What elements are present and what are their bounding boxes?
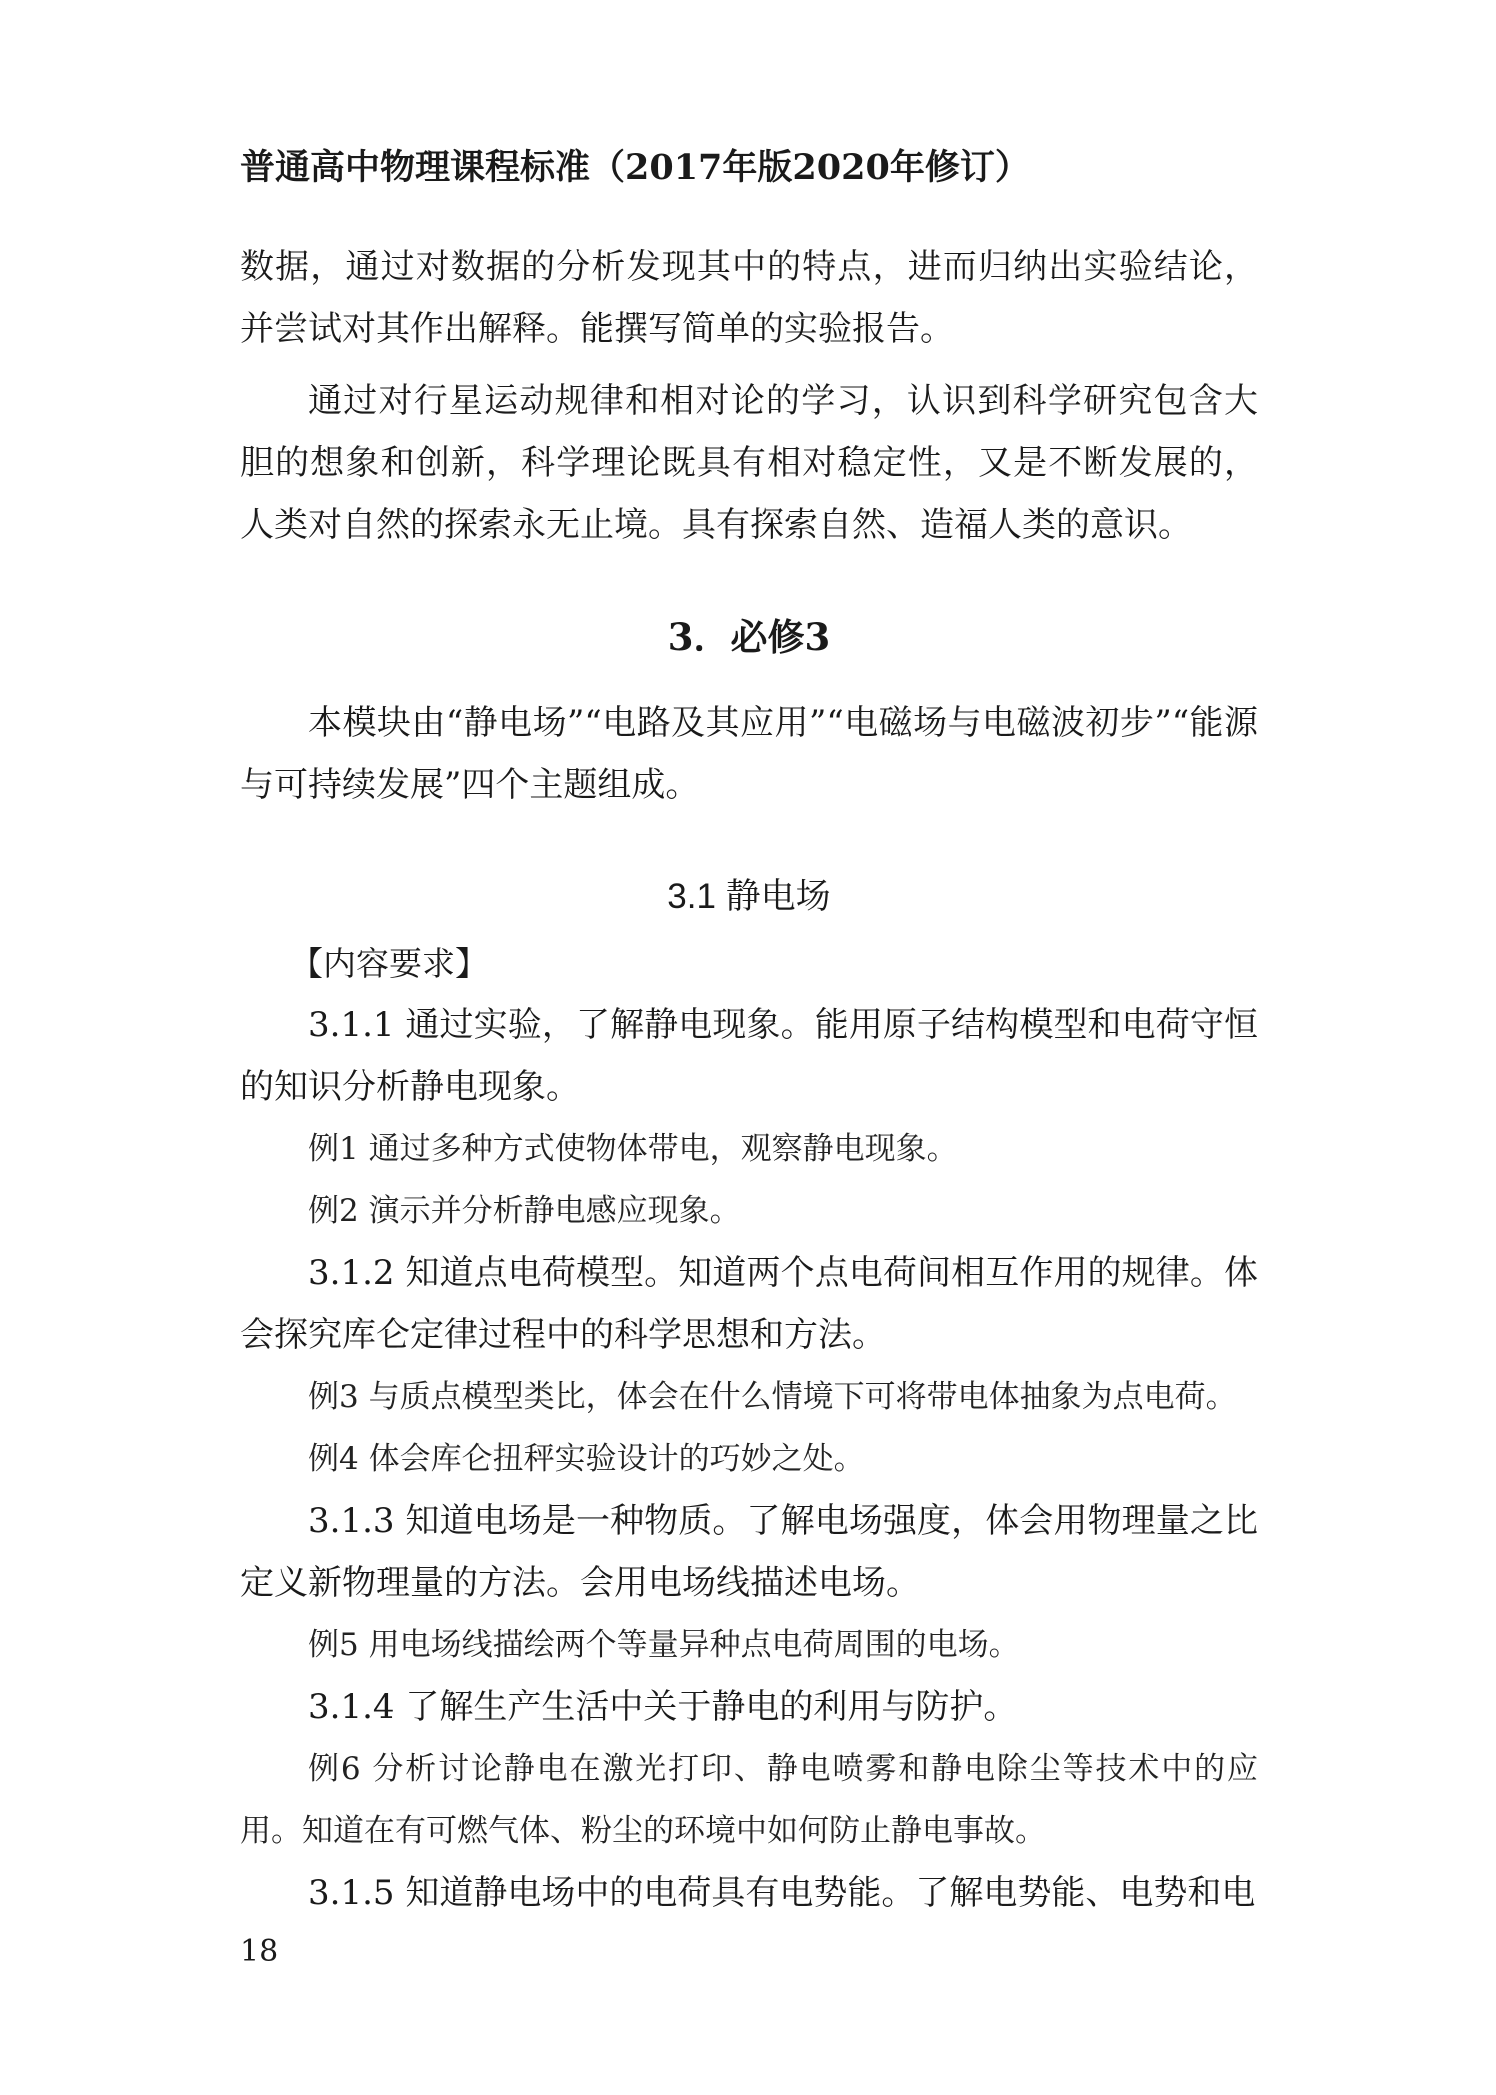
requirement-item: 3.1.2 知道点电荷模型。知道两个点电荷间相互作用的规律。体会探究库仑定律过程中的科学思想和方法。 (240, 1253, 1258, 1355)
example-item: 例6 分析讨论静电在激光打印、静电喷雾和静电除尘等技术中的应用。知道在有可燃气体、粉尘的环境中如何防止静电事故。 (240, 1751, 1258, 1849)
subsection-title: 3.1 静电场 (667, 877, 831, 916)
section-intro: 本模块由“静电场”“电路及其应用”“电磁场与电磁波初步”“能源与可持续发展”四个主题组成。 (240, 703, 1258, 805)
example-item: 例3 与质点模型类比，体会在什么情境下可将带电体抽象为点电荷。 (308, 1379, 1237, 1415)
requirement-item: 3.1.1 通过实验，了解静电现象。能用原子结构模型和电荷守恒的知识分析静电现象。 (240, 1005, 1258, 1107)
requirement-item: 3.1.5 知道静电场中的电荷具有电势能。了解电势能、电势和电 (308, 1873, 1256, 1913)
page-body (240, 236, 1258, 1924)
example-item: 例1 通过多种方式使物体带电，观察静电现象。 (308, 1131, 958, 1167)
requirement-item: 3.1.3 知道电场是一种物质。了解电场强度，体会用物理量之比定义新物理量的方法。会用电场线描述电场。 (240, 1501, 1258, 1603)
section-title: 3．必修3 (667, 615, 831, 659)
page-number: 18 (240, 1934, 279, 1969)
requirement-item: 3.1.4 了解生产生活中关于静电的利用与防护。 (308, 1687, 1018, 1727)
example-item: 例2 演示并分析静电感应现象。 (308, 1193, 741, 1229)
intro-paragraph: 通过对行星运动规律和相对论的学习，认识到科学研究包含大胆的想象和创新，科学理论既具有相对稳定性，又是不断发展的，人类对自然的探索永无止境。具有探索自然、造福人类的意识。 (240, 381, 1258, 545)
running-header: 普通高中物理课程标准（2017年版2020年修订） (240, 147, 1030, 188)
example-item: 例4 体会库仑扭秤实验设计的巧妙之处。 (308, 1441, 865, 1477)
requirements-label: 【内容要求】 (290, 944, 488, 983)
intro-paragraph: 数据，通过对数据的分析发现其中的特点，进而归纳出实验结论，并尝试对其作出解释。能撰写简单的实验报告。 (240, 247, 1258, 349)
example-item: 例5 用电场线描绘两个等量异种点电荷周围的电场。 (308, 1627, 1020, 1663)
